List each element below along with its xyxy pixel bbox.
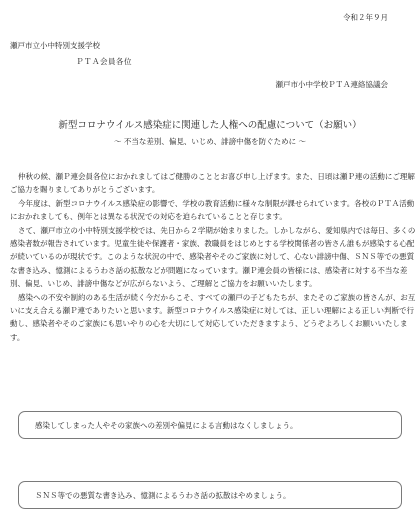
notice-text: 感染してしまった人やその家族への差別や偏見による言動はなくしましょう。: [35, 421, 298, 430]
paragraph-pta-activities: 今年度は、新型コロナウイルス感染症の影響で、学校の教育活動に様々な制限が課せられています。各校のＰＴＡ活動におかれましても、例年とは異なる状況での対応を迫られていることと存じます。: [10, 198, 415, 222]
document-date: 令和２年９月: [343, 13, 388, 22]
sender-organization: 瀬戸市小中学校ＰＴＡ連絡協議会: [275, 80, 388, 89]
notice-box-discrimination: [18, 411, 402, 439]
paragraph-greeting: 仲秋の候、瀬Ｐ連会員各位におかれましてはご健勝のこととお喜び申し上げます。また、日頃は瀬Ｐ連の活動にご理解ご協力を賜りましてありがとうございます。: [10, 172, 415, 195]
notice-box-sns: [18, 481, 402, 509]
recipient-role: ＰＴＡ会員各位: [76, 57, 132, 66]
notice-text: ＳＮＳ等での悪質な書き込み、憶測によるうわさ話の拡散はやめましょう。: [35, 491, 291, 500]
paragraph-request: 感染への不安や制約のある生活が続く今だからこそ、すべての瀬戸の子どもたちが、またそのご家族の皆さんが、お互いに支え合える瀬Ｐ連でありたいと思います。新型コロナウイルス感染症に対しては、正しい理解による正しい判断で行動し、感染者やそのご家族にも思いやりの心を大切にして対応していただきますよう、どうぞよろしくお願いいたします。: [10, 292, 416, 342]
recipient-school: 瀬戸市立小中特別支援学校: [10, 41, 100, 50]
document-title: 新型コロナウイルス感染症に関連した人権への配慮について（お願い）: [58, 120, 362, 131]
letter-body: [10, 170, 418, 344]
document-subtitle: ～ 不当な差別、偏見、いじめ、誹謗中傷を防ぐために ～: [114, 137, 306, 146]
paragraph-situation: さて、瀬戸市立の小中特別支援学校では、先日から２学期が始まりました。しかしながら、愛知県内では毎日、多くの感染者数が報告されています。児童生徒や保護者・家族、教職員をはじめとする学校関係者の皆さん誰もが感染する心配が続いているのが現状です。このような状況の中で、感染者やそのご家族に対して、心ない誹謗中傷、ＳＮＳ等での悪質な書き込み、憶測によるうわさ話の拡散などが問題になっています。瀬Ｐ連会員の皆様には、感染者に対する不当な差別、偏見、いじめ、誹謗中傷などが広がらないよう、ご理解とご協力をお願いいたします。: [10, 225, 416, 289]
